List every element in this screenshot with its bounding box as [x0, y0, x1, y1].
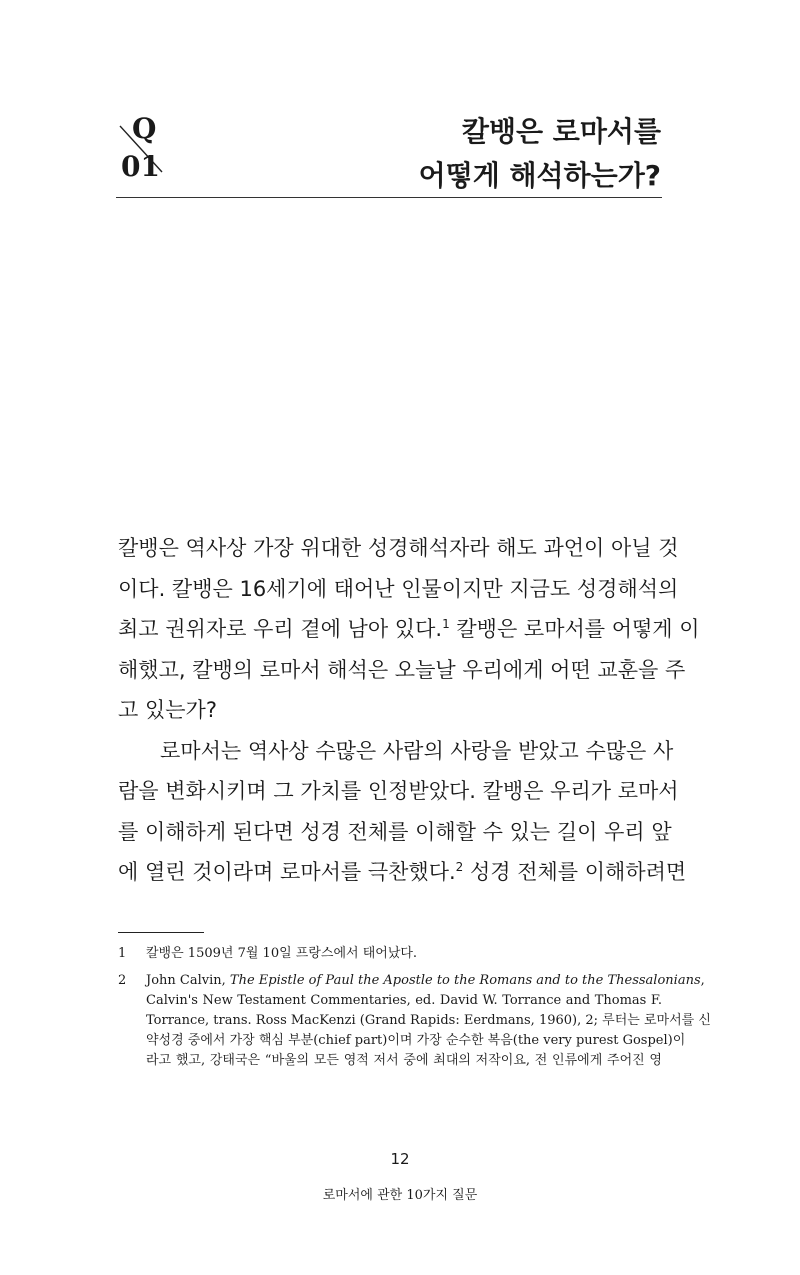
paragraph-1 [118, 528, 700, 731]
footnote-number: 1 [118, 946, 127, 961]
footnote-punct: , [700, 973, 705, 988]
footnote-text-line: 약성경 중에서 가장 핵심 부분(chief part)이며 가장 순수한 복음(the very purest Gospel)이 [146, 1033, 686, 1048]
book-title: The Epistle of Paul the Apostle to the Romans and to the Thessalonians [229, 973, 701, 988]
text-segment: 에 열린 것이라며 로마서를 극찬했다. [118, 860, 456, 884]
question-letter: Q [132, 112, 157, 145]
text-segment: 성경 전체를 이해하려면 [463, 860, 687, 884]
text-line: 칼뱅은 역사상 가장 위대한 성경해석자라 해도 과언이 아닐 것 [118, 536, 679, 560]
footnote-number: 2 [118, 973, 127, 988]
footnote-text-line: Calvin's New Testament Commentaries, ed. David W. Torrance and Thomas F. [146, 993, 662, 1008]
footnote-text-line [146, 971, 705, 991]
text-line [118, 609, 700, 650]
text-line: 이다. 칼뱅은 16세기에 태어난 인물이지만 지금도 성경해석의 [118, 576, 679, 601]
footnote-text: 칼뱅은 1509년 7월 10일 프랑스에서 태어났다. [146, 946, 418, 961]
header-divider [116, 197, 662, 198]
text-segment: 최고 권위자로 우리 곁에 남아 있다. [118, 617, 443, 641]
footnotes [118, 944, 711, 1078]
footnote-text-line: 라고 했고, 강태국은 “바울의 모든 영적 저서 중에 최대의 저작이요, 전 인류에게 주어진 영 [146, 1053, 662, 1068]
footnote-1 [118, 944, 662, 964]
chapter-title-line: 칼뱅은 로마서를 [461, 115, 661, 148]
footnote-divider [118, 932, 204, 933]
text-line: 해했고, 칼뱅의 로마서 해석은 오늘날 우리에게 어떤 교훈을 주 [118, 657, 686, 682]
question-number: 01 [121, 150, 160, 183]
footnote-ref-2[interactable]: 2 [455, 860, 464, 874]
question-number-badge [118, 112, 168, 184]
text-line: 람을 변화시키며 그 가치를 인정받았다. 칼뱅은 우리가 로마서 [118, 779, 679, 803]
chapter-title [419, 110, 661, 198]
footnote-author: John Calvin, [146, 973, 230, 988]
footnote-text-line: Torrance, trans. Ross MacKenzi (Grand Rapids: Eerdmans, 1960), 2; 루터는 로마서를 신 [146, 1013, 711, 1028]
paragraph-2 [118, 731, 687, 893]
chapter-title-line: 어떻게 해석하는가? [418, 159, 661, 192]
page-number: 12 [390, 1150, 410, 1168]
running-footer-title: 로마서에 관한 10가지 질문 [322, 1188, 478, 1203]
footnote-ref-1[interactable]: 1 [442, 617, 450, 631]
text-segment: 칼뱅은 로마서를 어떻게 이 [449, 617, 700, 641]
body-text [118, 528, 700, 893]
footnote-2 [118, 971, 711, 1071]
text-line: 고 있는가? [118, 698, 217, 722]
text-line: 를 이해하게 된다면 성경 전체를 이해할 수 있는 길이 우리 앞 [118, 819, 672, 844]
text-line [118, 852, 687, 893]
text-line: 로마서는 역사상 수많은 사람의 사랑을 받았고 수많은 사 [160, 738, 674, 763]
